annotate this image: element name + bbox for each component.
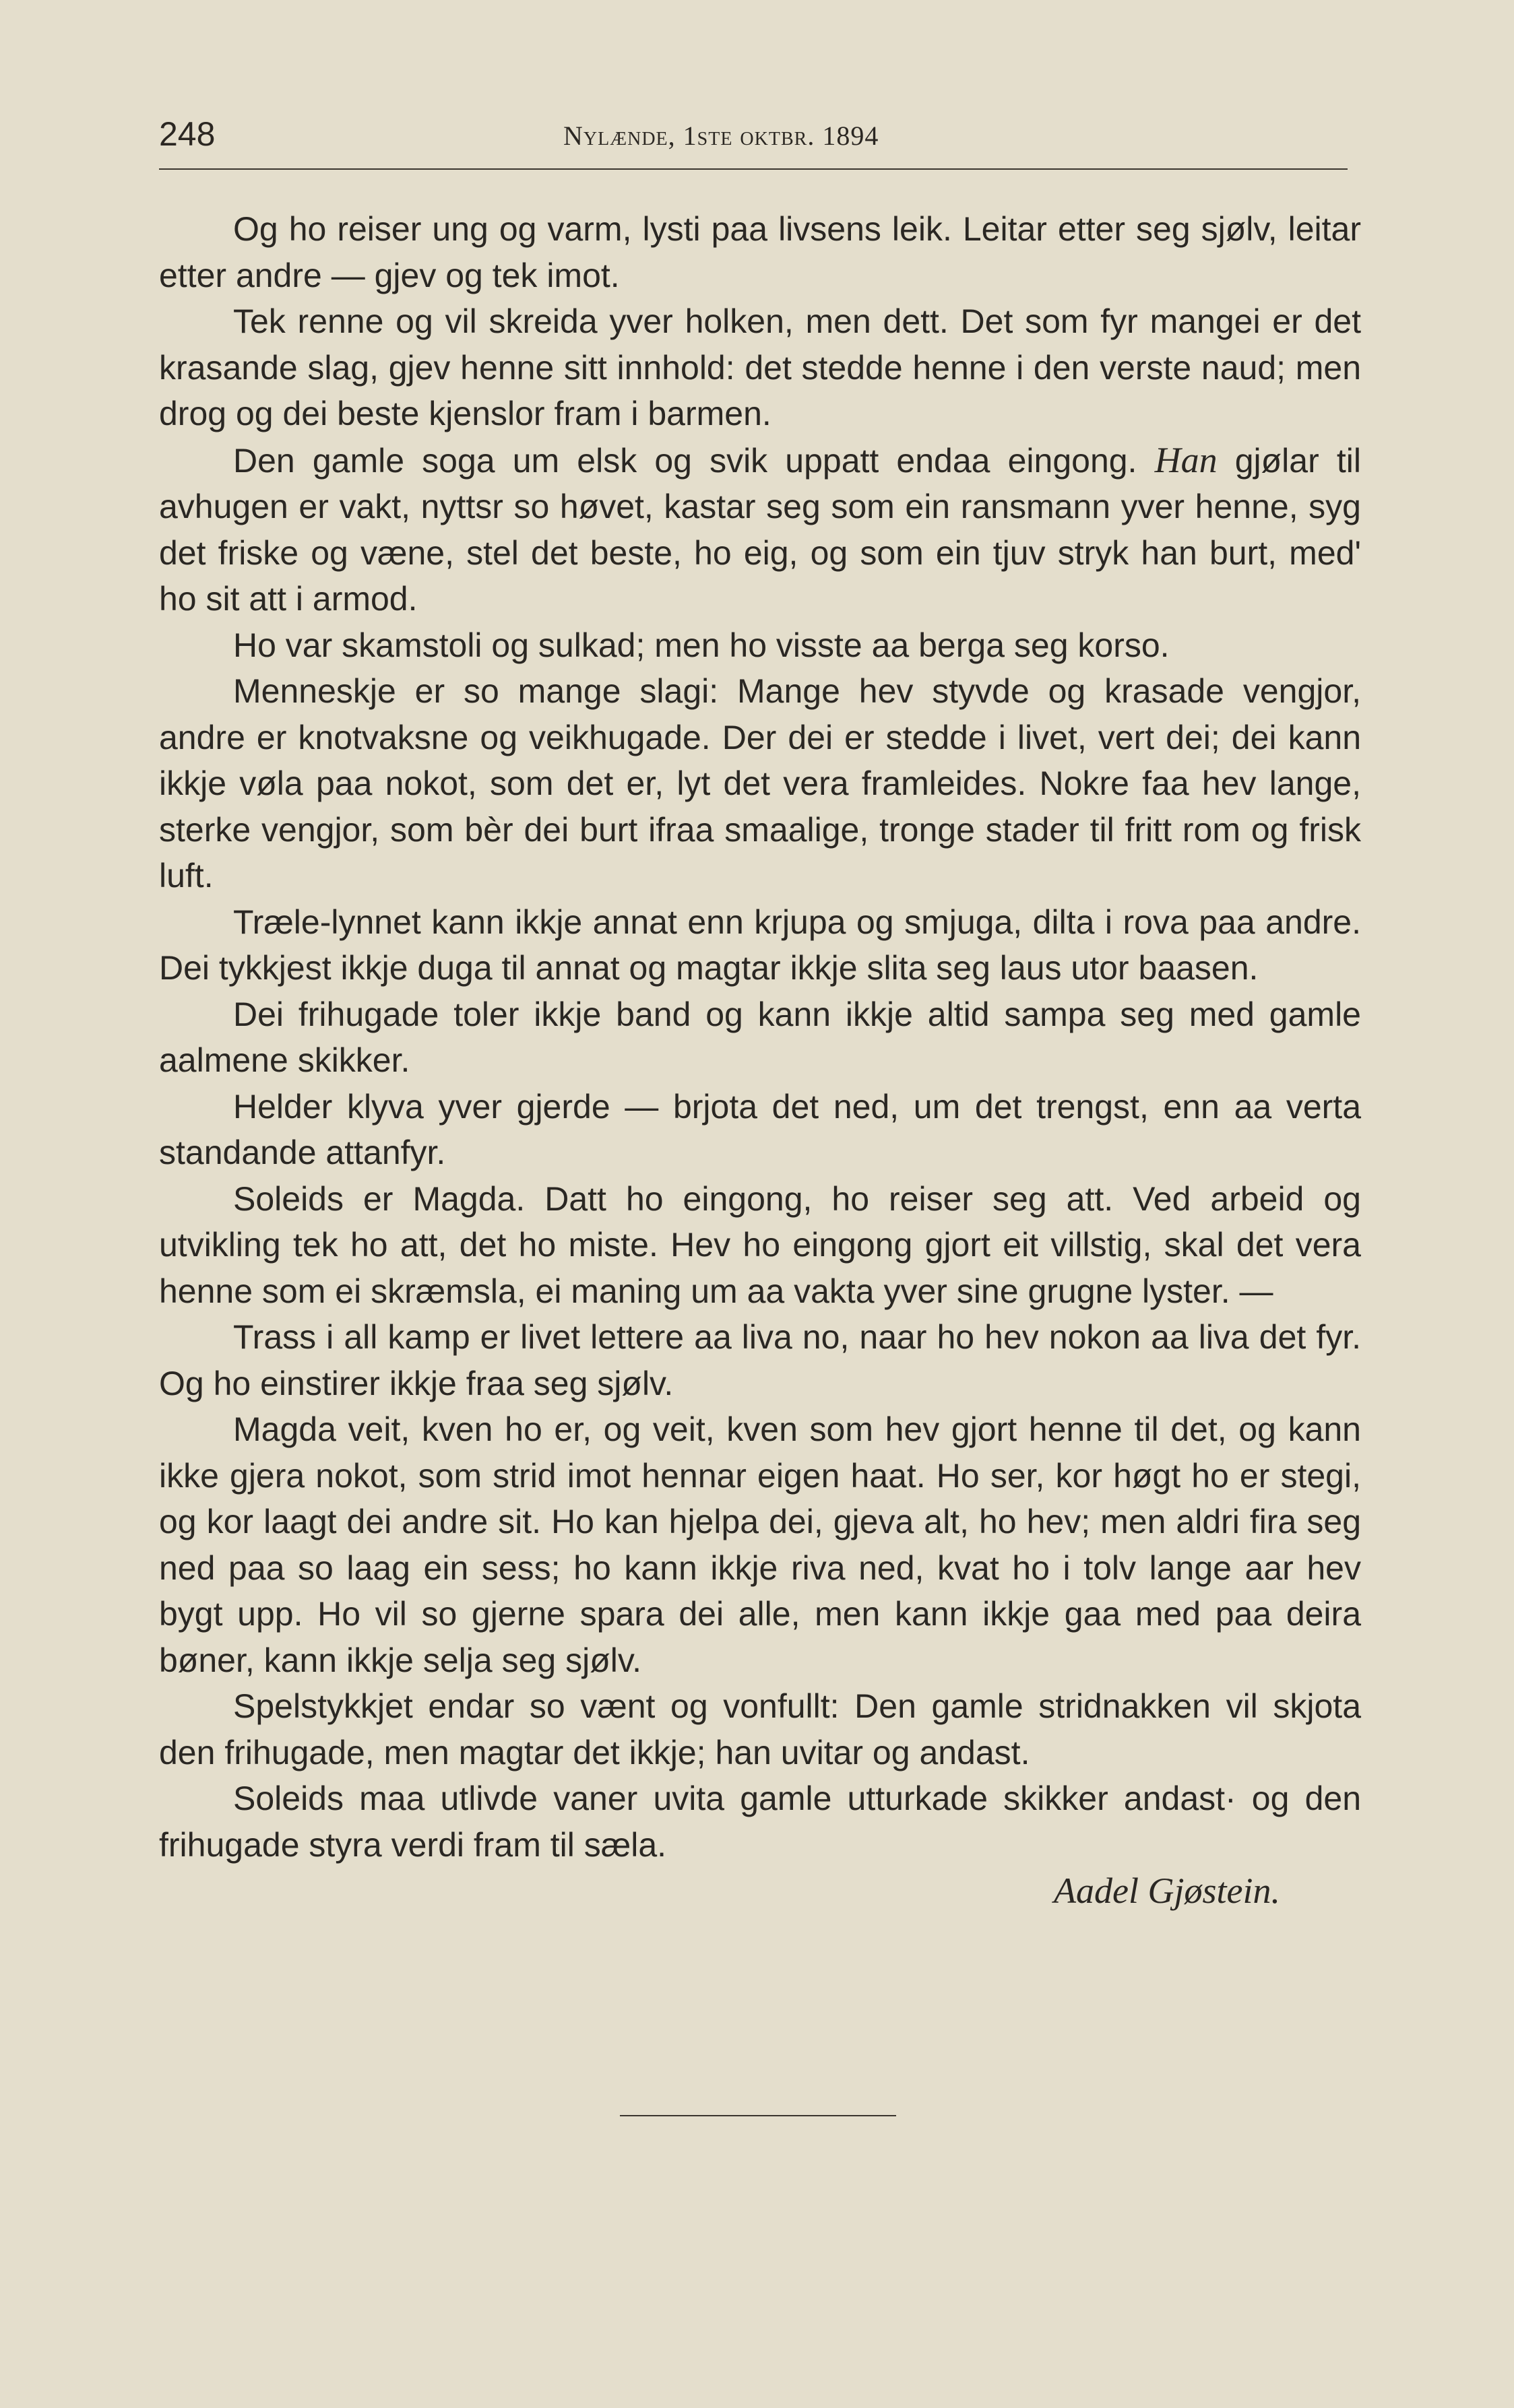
article-body: [159, 206, 1361, 1914]
paragraph: Menneskje er so mange slagi: Mange hev styvde og krasade vengjor, andre er knotvaksne og veikhugade. Der dei er stedde i livet, vert dei; dei kann ikkje vøla paa nokot, som det er, lyt det vera framleides. Nokre faa hev lange, sterke vengjor, som bèr dei burt ifraa smaalige, tronge stader til fritt rom og frisk luft.: [159, 672, 1361, 894]
end-rule: [620, 2115, 896, 2116]
emphasis-word: Han: [1154, 439, 1218, 480]
paragraph: Helder klyva yver gjerde — brjota det ned, um det trengst, enn aa verta standande attanfyr.: [159, 1087, 1361, 1171]
paragraph: Træle-lynnet kann ikkje annat enn krjupa og smjuga, dilta i rova paa andre. Dei tykkjest ikkje duga til annat og magtar ikkje slita seg laus utor baasen.: [159, 903, 1361, 987]
paragraph: Spelstykkjet endar so vænt og vonfullt: Den gamle stridnakken vil skjota den frihugade, men magtar det ikkje; han uvitar og andast.: [159, 1687, 1361, 1771]
paragraph: Soleids maa utlivde vaner uvita gamle utturkade skikker andast· og den frihugade styra verdi fram til sæla.: [159, 1780, 1361, 1864]
page-header: [159, 115, 1348, 168]
paragraph-with-emphasis: [159, 437, 1361, 622]
page-number: 248: [159, 115, 216, 153]
paragraph-start: Den gamle soga um elsk og svik uppatt endaa eingong.: [233, 441, 1137, 480]
running-head: Nylænde, 1ste oktbr. 1894: [563, 121, 879, 151]
paragraph: Og ho reiser ung og varm, lysti paa livsens leik. Leitar etter seg sjølv, leitar etter andre — gjev og tek imot.: [159, 210, 1361, 294]
header-rule: [159, 168, 1348, 170]
paragraph: Magda veit, kven ho er, og veit, kven som hev gjort henne til det, og kann ikke gjera nokot, som strid imot hennar eigen haat. Ho ser, kor høgt ho er stegi, og kor laagt dei andre sit. Ho kan hjelpa dei, gjeva alt, ho hev; men aldri fira seg ned paa so laag ein sess; ho kann ikkje riva ned, kvat ho i tolv lange aar hev bygt upp. Ho vil so gjerne spara dei alle, men kann ikkje gaa med paa deira bøner, kann ikkje selja seg sjølv.: [159, 1410, 1361, 1679]
paragraph-continuation: gjølar til avhugen er vakt, nyttsr so høvet, kastar seg som ein ransmann yver henne, syg det friske og væne, stel det beste, ho eig, og som ein tjuv stryk han burt, med' ho sit att i armod.: [159, 441, 1361, 618]
author-signature: Aadel Gjøstein.: [1054, 1870, 1280, 1911]
paragraph: Tek renne og vil skreida yver holken, men dett. Det som fyr mangei er det krasande slag, gjev henne sitt innhold: det stedde henne i den verste naud; men drog og dei beste kjenslor fram i barmen.: [159, 302, 1361, 432]
paragraph: Trass i all kamp er livet lettere aa liva no, naar ho hev nokon aa liva det fyr. Og ho einstirer ikkje fraa seg sjølv.: [159, 1318, 1361, 1402]
paragraph: Ho var skamstoli og sulkad; men ho visste aa berga seg korso.: [233, 626, 1170, 664]
paragraph: Soleids er Magda. Datt ho eingong, ho reiser seg att. Ved arbeid og utvikling tek ho att, det ho miste. Hev ho eingong gjort eit villstig, skal det vera henne som ei skræmsla, ei maning um aa vakta yver sine grugne lyster. —: [159, 1179, 1361, 1310]
paragraph: Dei frihugade toler ikkje band og kann ikkje altid sampa seg med gamle aalmene skikker.: [159, 995, 1361, 1079]
